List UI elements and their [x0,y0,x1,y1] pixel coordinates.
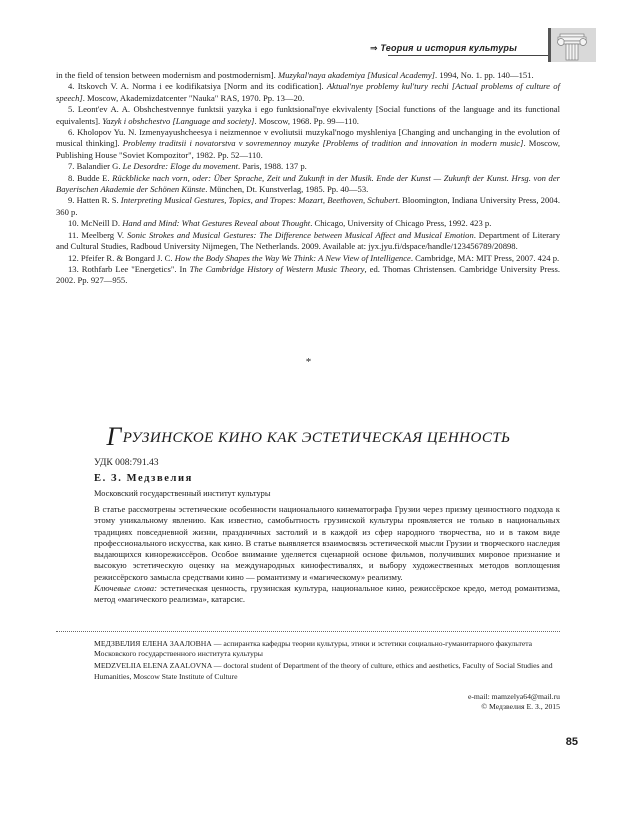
section-divider-star: * [305,356,312,368]
reference-text-run: 6. Kholopov Yu. N. Izmenyayushcheesya i neizmennoe v evoliutsii muzykal'nogo myshleniya [Changing and unchanging in the evolution of musical thinking]. [56,127,560,149]
reference-text-run: . Department of Literary and Cultural Studies, Radboud University Nijmegen, The Netherlands. 2009. Available at: jyx.jyu.fi/dspace/handle/123456789/20898. [56,229,561,252]
reference-text-run: Le Desordre: Eloge du movement [122,161,239,172]
reference-text-run: Rückblicke nach vorn, oder: Über Sprache, Zeit und Zukunft in der Musik. Ende der Kunst — Zukunft der Kunst. Hrsg. von der Bayerischen Akademie der Schönen Künste [56,172,560,195]
author-info-en: MEDZVELIIA ELENA ZAALOVNA — doctoral student of Department of the theory of culture, ethics and aesthetics, Faculty of Social Studies and Humanities, Moscow State Institute of Culture [94,661,553,681]
reference-text-run: . Chicago, University of Chicago Press, 1992. 423 p. [310,218,492,229]
dotted-separator [56,631,560,632]
reference-text-run: 5. Leont'ev A. A. Obshchestvennye funktsii yazyka i ego funktsional'nye ekvivalenty [Social functions of the language and its functional equivalents]. [56,104,560,126]
reference-text-run: 10. McNeill D. [68,218,123,229]
reference-text-run: 12. Pfeifer R. & Bongard J. C. [68,252,175,263]
section-title: Теория и история культуры [380,42,517,53]
reference-text-run: 4. Itskovch V. A. Norma i ee kodifikatsiya [Norm and its codification]. [68,81,327,92]
author-contact [94,692,560,712]
reference-text-run: . Moscow, Akademizdatcenter "Nauka" RAS, 1970. Pp. 13—20. [82,92,305,103]
reference-item [56,104,560,127]
reference-text-run: 13. Rothfarb Lee "Energetics". In [68,263,190,274]
keywords-text: эстетическая ценность, грузинская культура, национальное кино, режиссёрское кредо, метод романтизма, метод «магического реализма», катарсис. [94,583,560,605]
references-list [56,70,560,287]
email-link[interactable]: e-mail: mamzelya64@mail.ru [467,692,560,701]
reference-item [56,81,560,104]
article-title [0,422,617,452]
keywords [94,583,560,606]
reference-text-run: 11. Meelberg V. [68,229,127,240]
reference-item [56,195,560,218]
reference-text-run: 9. Hatten R. S. [68,195,121,206]
reference-text-run: Sonic Strokes and Musical Gestures: The Difference between Musical Affect and Musical Emotion [126,229,474,240]
reference-text-run: . Bloomington, Indiana University Press, 2004. 360 p. [56,195,560,217]
reference-text-run: Aktual'nye problemy kul'tury rechi [Actual problems of culture of speech] [56,81,560,103]
reference-item [56,264,560,287]
keywords-label: Ключевые слова: [94,583,157,594]
reference-item [56,173,560,196]
reference-text-run: Hand and Mind: What Gestures Reveal about Thought [122,218,311,229]
author-info-ru: МЕДЗВЕЛИЯ ЕЛЕНА ЗААЛОВНА — аспирантка кафедры теории культуры, этики и эстетики социально-гуманитарного факультета Московского государственного института культуры [94,639,533,659]
reference-item [56,253,560,264]
running-header [0,40,575,56]
abstract [94,504,560,606]
title-initial: Г [106,422,122,451]
reference-text-run: Interpreting Musical Gestures, Topics, and Tropes: Mozart, Beethoven, Schubert [120,195,398,206]
abstract-text: В статье рассмотрены эстетические особенности национального кинематографа Грузии через призму ценностного подхода к этому уникальному явлению. Как известно, самобытность грузинской культуры проявляется не только в национальных традициях повседневной жизни, праздничных застолий и в каждой из сфер народного творчества, но и в таком виде профессионального искусства, как кино. В статье выявляется взаимосвязь эстетической мысли Грузии и творческого наследия выдающихся кинорежиссёров. Особое внимание уделяется сценарной основе фильмов, получивших мировое признание и высокую эстетическую оценку на международных кинофестивалях, и выбору художественных методов воплощения режиссёрского замысла средствами кино — романтизму и «магическому» реализму. [94,504,560,582]
udk-code: УДК 008:791.43 [94,457,159,468]
author-affiliation: Московский государственный институт культуры [94,489,271,498]
title-rest: РУЗИНСКОЕ КИНО КАК ЭСТЕТИЧЕСКАЯ ЦЕННОСТЬ [122,430,511,446]
reference-text-run: , ed. Thomas Christensen. Cambridge University Press. 2002. Pp. 927—955. [56,263,560,286]
reference-item [56,127,560,161]
column-capital-icon [548,28,596,62]
reference-text-run: Problemy traditsii i novatorstva v sovremennoy muzyke [Problems of tradition and innovation in modern music] [122,138,524,149]
reference-text-run: How the Body Shapes the Way We Think: A New View of Intelligence [174,252,411,263]
reference-continuation [56,70,560,81]
reference-item [56,161,560,172]
reference-text-run: The Cambridge History of Western Music Theory [189,263,365,274]
running-header-text [370,43,517,54]
reference-text-run: . 1994, No. 1. pp. 140—151. [435,70,534,80]
reference-text-run: . München, Dt. Kunstverlag, 1985. Pp. 40—53. [205,184,369,195]
page-number: 85 [565,736,578,748]
author-info [94,639,560,684]
reference-text-run: . Cambridge, MA: MIT Press, 2007. 424 p. [410,252,560,263]
reference-item [56,230,560,253]
reference-text-run: . Moscow, 1968. Pp. 99—110. [254,115,359,126]
reference-text-run: 8. Budde E. [68,172,113,183]
author-name: Е. З. Медзвелия [94,473,193,484]
reference-text-run: 7. Balandier G. [68,161,123,172]
reference-text-run: Yazyk i obshchestvo [Language and society] [102,115,255,126]
reference-text-run: . Paris, 1988. 137 p. [238,161,307,172]
reference-items [56,81,560,286]
copyright: © Медзвелия Е. З., 2015 [481,702,560,711]
reference-text-run: Muzykal'naya akademiya [Musical Academy] [277,70,436,80]
reference-text-run: . Moscow, Publishing House "Soviet Kompozitor", 1982. Pp. 52—110. [56,138,560,160]
reference-text-run: in the field of tension between modernism and postmodernism]. [56,70,278,80]
reference-item [56,218,560,229]
arrow-icon: ⇒ [369,42,378,53]
